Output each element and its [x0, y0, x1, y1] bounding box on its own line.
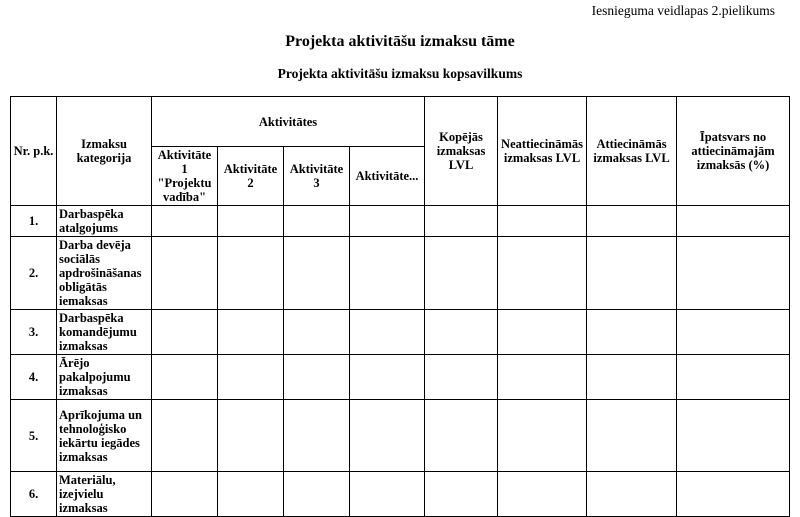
table-row [11, 400, 790, 472]
cell-activity-2[interactable] [218, 355, 284, 400]
cell-activity-1[interactable] [152, 206, 218, 237]
row-number: 4. [11, 355, 57, 400]
row-number: 5. [11, 400, 57, 472]
cell-activity-2[interactable] [218, 206, 284, 237]
cell-eligible[interactable] [587, 237, 677, 310]
cell-activity-3[interactable] [284, 472, 350, 517]
cell-activity-2[interactable] [218, 310, 284, 355]
cell-activity-more[interactable] [350, 400, 425, 472]
cell-total[interactable] [425, 472, 498, 517]
table-row [11, 206, 790, 237]
row-category: Darba devēja sociālās apdrošināšanas obligātās iemaksas [57, 237, 152, 310]
table-row [11, 472, 790, 517]
cell-activity-more[interactable] [350, 472, 425, 517]
table-row [11, 237, 790, 310]
cell-eligible[interactable] [587, 206, 677, 237]
cell-activity-1[interactable] [152, 355, 218, 400]
header-activity-more: Aktivitāte... [350, 147, 425, 206]
row-category: Darbaspēka atalgojums [57, 206, 152, 237]
cell-total[interactable] [425, 400, 498, 472]
row-number: 1. [11, 206, 57, 237]
cell-share[interactable] [677, 400, 790, 472]
cell-ineligible[interactable] [498, 206, 587, 237]
cell-ineligible[interactable] [498, 310, 587, 355]
row-category: Ārējo pakalpojumu izmaksas [57, 355, 152, 400]
table-header-row [11, 97, 790, 147]
table-row [11, 355, 790, 400]
cell-ineligible[interactable] [498, 355, 587, 400]
cell-share[interactable] [677, 472, 790, 517]
cell-share[interactable] [677, 237, 790, 310]
row-number: 2. [11, 237, 57, 310]
cell-share[interactable] [677, 206, 790, 237]
cell-activity-3[interactable] [284, 310, 350, 355]
cell-eligible[interactable] [587, 355, 677, 400]
cell-activity-1[interactable] [152, 310, 218, 355]
header-eligible-costs: Attiecināmās izmaksas LVL [587, 97, 677, 206]
cell-activity-more[interactable] [350, 206, 425, 237]
cell-activity-2[interactable] [218, 237, 284, 310]
table-row [11, 310, 790, 355]
header-category: Izmaksu kategorija [57, 97, 152, 206]
cell-activity-1[interactable] [152, 400, 218, 472]
row-category: Materiālu, izejvielu izmaksas [57, 472, 152, 517]
row-category: Aprīkojuma un tehnoloģisko iekārtu iegādes izmaksas [57, 400, 152, 472]
cell-activity-more[interactable] [350, 237, 425, 310]
row-number: 6. [11, 472, 57, 517]
cell-activity-3[interactable] [284, 237, 350, 310]
cell-ineligible[interactable] [498, 472, 587, 517]
header-ineligible-costs: Neattiecināmās izmaksas LVL [498, 97, 587, 206]
row-number: 3. [11, 310, 57, 355]
header-activities: Aktivitātes [152, 97, 425, 147]
cell-activity-more[interactable] [350, 310, 425, 355]
cell-share[interactable] [677, 355, 790, 400]
cell-share[interactable] [677, 310, 790, 355]
annex-label: Iesnieguma veidlapas 2.pielikums [591, 3, 775, 18]
header-activity-2: Aktivitāte 2 [218, 147, 284, 206]
cell-activity-1[interactable] [152, 237, 218, 310]
cell-total[interactable] [425, 310, 498, 355]
header-eligible-share: Īpatsvars no attiecināmajām izmaksās (%) [677, 97, 790, 206]
cell-activity-1[interactable] [152, 472, 218, 517]
cell-eligible[interactable] [587, 472, 677, 517]
cell-activity-3[interactable] [284, 206, 350, 237]
cell-activity-more[interactable] [350, 355, 425, 400]
header-total-costs: Kopējās izmaksas LVL [425, 97, 498, 206]
cell-activity-3[interactable] [284, 400, 350, 472]
row-category: Darbaspēka komandējumu izmaksas [57, 310, 152, 355]
cost-summary-table [10, 96, 790, 517]
cell-activity-2[interactable] [218, 400, 284, 472]
header-nr: Nr. p.k. [11, 97, 57, 206]
cell-eligible[interactable] [587, 400, 677, 472]
header-activity-1: Aktivitāte 1 "Projektu vadība" [152, 147, 218, 206]
cell-ineligible[interactable] [498, 400, 587, 472]
document-title: Projekta aktivitāšu izmaksu tāme [285, 33, 515, 50]
cell-total[interactable] [425, 355, 498, 400]
cell-activity-2[interactable] [218, 472, 284, 517]
document-subtitle: Projekta aktivitāšu izmaksu kopsavilkums [277, 66, 523, 81]
cell-eligible[interactable] [587, 310, 677, 355]
cell-activity-3[interactable] [284, 355, 350, 400]
cell-ineligible[interactable] [498, 237, 587, 310]
cell-total[interactable] [425, 206, 498, 237]
cell-total[interactable] [425, 237, 498, 310]
header-activity-3: Aktivitāte 3 [284, 147, 350, 206]
